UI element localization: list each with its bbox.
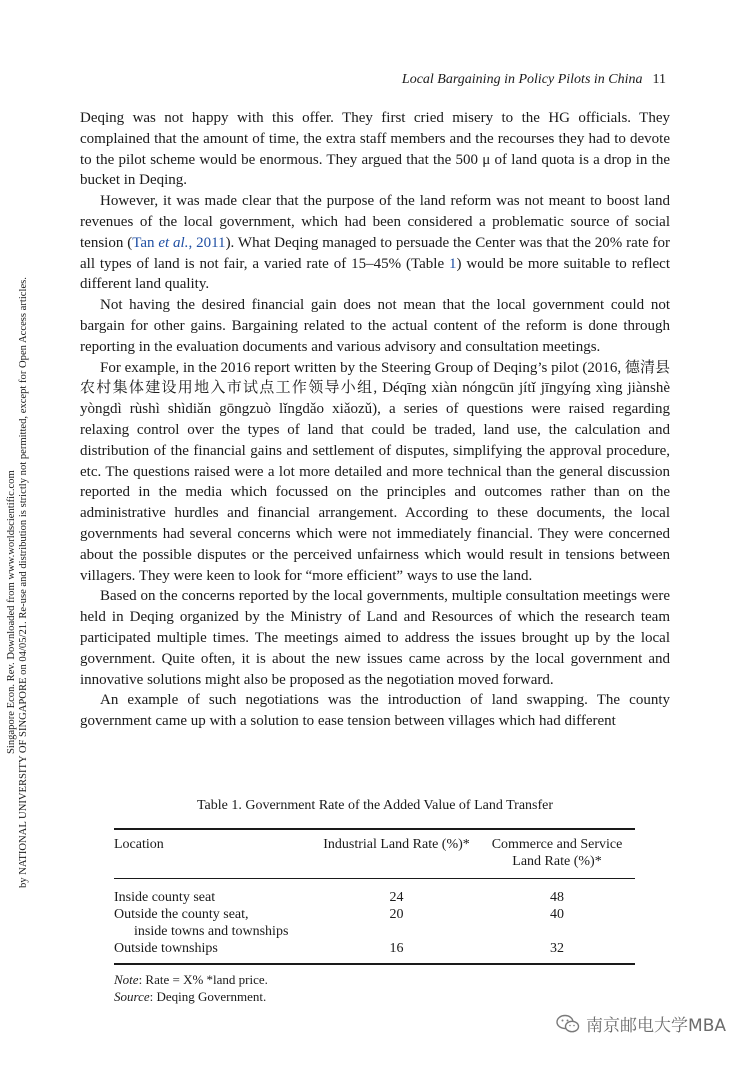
- watermark-text: 南京邮电大学MBA: [586, 1016, 726, 1036]
- citation-etal: et al.: [158, 234, 189, 251]
- citation-year: 2011: [196, 234, 226, 251]
- body-text: [80, 108, 670, 732]
- download-notice: [0, 0, 29, 1068]
- header-commerce-line1: Commerce and Service: [491, 837, 623, 852]
- cell-commerce-rate: 40: [550, 907, 564, 922]
- cell-location-line1: Outside the county seat,: [114, 907, 249, 922]
- cell-location: [114, 906, 314, 940]
- paragraph-4: For example, in the 2016 report written by the Steering Group of Deqing’s pilot (2016, 德清县农村集体建设用地入市试点工作领导小组, Déqīng xiàn nóngcūn jítǐ jīngyíng xìng jiànshè yòngdì rùshì shìdiǎn gōngzuò lǐngdǎo xiǎozǔ), a series of questions were raised regarding relaxing control over the types of land that could be traded, land use, the calculation and distribution of the financial gains and settlement of disputes, simplifying the approval procedure, etc. The questions raised were a lot more detailed and more technical than the general discussion reported in the media which focussed on the principles and outcomes rather than on the administrative hurdles and financial arrangement. According to these documents, the local governments had several concerns which were not immediately financial. They were concerned about the possible disputes or the perceived unfairness which would result in tensions between villagers. They were keen to look for “more efficient” ways to use the land.: [80, 359, 670, 584]
- note-label: Note: [114, 972, 139, 987]
- cell-location: Outside townships: [114, 941, 218, 956]
- header-commerce-line2: Land Rate (%)*: [512, 854, 602, 869]
- download-notice-line1: Singapore Econ. Rev. Downloaded from www.worldscientific.com: [6, 470, 17, 754]
- cell-industrial-rate: 24: [389, 890, 404, 905]
- citation-author: Tan: [132, 234, 155, 251]
- note-text: : Rate = X% *land price.: [138, 972, 268, 987]
- table-row: [114, 906, 635, 940]
- download-notice-line2: by NATIONAL UNIVERSITY OF SINGAPORE on 04/05/21. Re-use and distribution is strictly not permitted, except for Open Access articles.: [18, 277, 29, 888]
- running-title: Local Bargaining in Policy Pilots in China: [401, 72, 643, 87]
- table-caption: Table 1. Government Rate of the Added Value of Land Transfer: [196, 798, 554, 813]
- wechat-icon: [556, 1014, 580, 1034]
- paragraph-2-part-c: ) would be more suitable to reflect different land quality.: [80, 255, 670, 293]
- running-header: [402, 72, 666, 88]
- rate-table: [114, 828, 635, 965]
- cell-location-line2: inside towns and townships: [134, 924, 289, 939]
- citation-tan-2011[interactable]: Tan et al., 2011: [132, 234, 226, 251]
- cell-commerce-rate: 32: [550, 941, 564, 956]
- header-commerce-rate: [479, 829, 635, 879]
- table-note: [114, 971, 268, 988]
- cell-commerce-rate: 48: [550, 890, 564, 905]
- paragraph-2: [80, 191, 670, 295]
- header-industrial-rate: Industrial Land Rate (%)*: [323, 837, 470, 852]
- cell-industrial-rate: 16: [389, 941, 404, 956]
- table-source: [114, 988, 268, 1005]
- paragraph-1: Deqing was not happy with this offer. They first cried misery to the HG officials. They complained that the amount of time, the extra staff members and the recourses they had to devote to the pilot scheme would be enormous. They argued that the 500 μ of land quota is a drop in the bucket in Deqing.: [80, 110, 670, 189]
- table-row: [114, 940, 635, 964]
- page-number: 11: [652, 72, 666, 87]
- watermark: [556, 1011, 726, 1036]
- cell-industrial-rate: 20: [389, 907, 404, 922]
- paragraph-2-part-b: ). What Deqing managed to persuade the Center was that the 20% rate for all types of land is not fair, a varied rate of 15–45% (Table: [80, 234, 671, 272]
- paragraph-6: An example of such negotiations was the introduction of land swapping. The county government came up with a solution to ease tension between villages which had different: [80, 692, 670, 730]
- table-row: [114, 879, 635, 907]
- cell-location: Inside county seat: [114, 890, 216, 905]
- table-notes: [114, 971, 268, 1005]
- source-text: : Deqing Government.: [149, 989, 267, 1004]
- paragraph-3: Not having the desired financial gain does not mean that the local government could not bargain for other gains. Bargaining related to the actual content of the reform is done through reporting in the evaluation documents and various advisory and consultation meetings.: [80, 297, 670, 355]
- table-header-row: [114, 829, 635, 879]
- table-1-link[interactable]: 1: [449, 255, 457, 272]
- paragraph-2-part-a: However, it was made clear that the purpose of the land reform was not meant to boost land revenues of the local government, which had been considered a problematic source of social tension (: [80, 193, 670, 251]
- header-location: Location: [114, 837, 164, 852]
- source-label: Source: [114, 989, 150, 1004]
- paragraph-5: Based on the concerns reported by the local governments, multiple consultation meetings were held in Deqing organized by the Ministry of Land and Resources of which the research team participated multiple times. The meetings aimed to address the issues brought up by the local government. Quite often, it is about the new issues came across by the local government and innovative solutions might also be proposed as the negotiation moved forward.: [80, 588, 670, 688]
